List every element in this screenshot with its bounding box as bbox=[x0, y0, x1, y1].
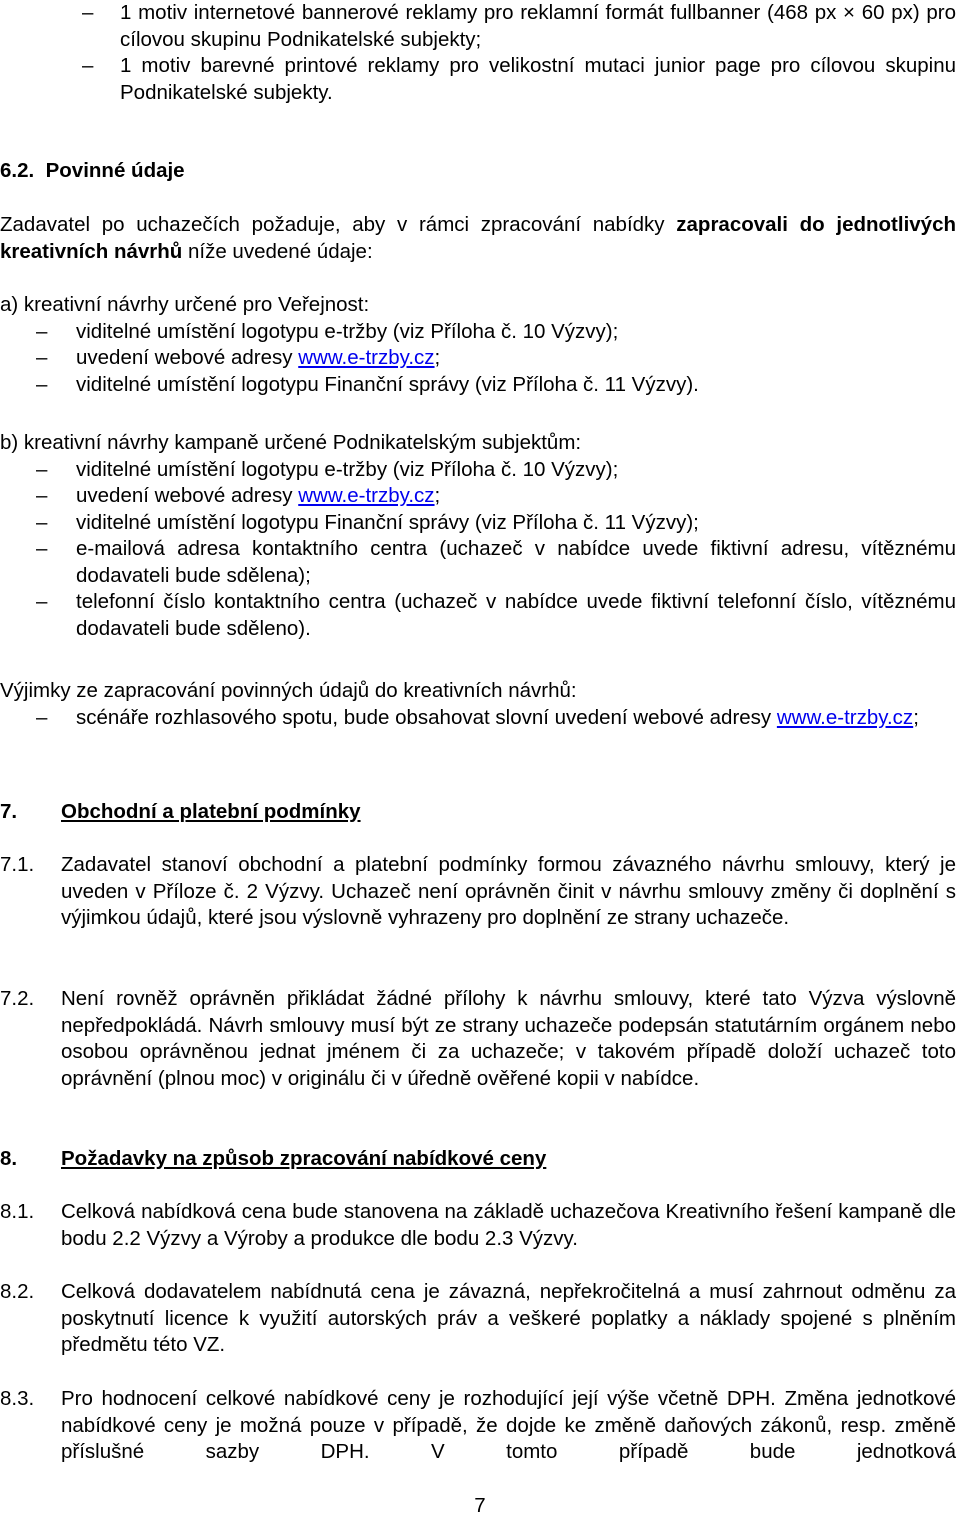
dash-icon: – bbox=[36, 346, 48, 369]
list-item: – viditelné umístění logotypu e-tržby (viz Příloha č. 10 Výzvy); bbox=[0, 319, 956, 346]
paragraph-7-2: 7.2. Není rovněž oprávněn přikládat žádné přílohy k návrhu smlouvy, které tato Výzva výslovně nepředpokládá. Návrh smlouvy musí být ze strany uchazeče podepsán statutárním orgánem nebo osobou oprávněnou jednat jménem či za uchazeče; v takovém případě doloží uchazeč toto oprávnění (plnou moc) v originálu či v úředně ověřené kopii v nabídce. bbox=[0, 987, 956, 1090]
list-b-heading: b) kreativní návrhy kampaně určené Podnikatelským subjektům: bbox=[0, 431, 582, 454]
list-item: – 1 motiv internetové bannerové reklamy pro reklamní formát fullbanner (468 px × 60 px) pro cílovou skupinu Podnikatelské subjekty; bbox=[82, 1, 956, 51]
web-link[interactable]: www.e-trzby.cz bbox=[298, 346, 435, 369]
dash-icon: – bbox=[36, 319, 48, 343]
list-item: – e-mailová adresa kontaktního centra (uchazeč v nabídce uvede fiktivní adresu, vítěznému dodavateli bude sdělena); bbox=[36, 537, 956, 587]
exceptions bbox=[0, 678, 956, 731]
list-item: – viditelné umístění logotypu e-tržby (viz Příloha č. 10 Výzvy); bbox=[0, 457, 956, 484]
section-8-heading: 8. Požadavky na způsob zpracování nabídkové ceny bbox=[0, 1147, 547, 1170]
section-6-2-intro: Zadavatel po uchazečích požaduje, aby v rámci zpracování nabídky zapracovali do jednotlivých kreativních návrhů níže uvedené údaje: bbox=[0, 213, 956, 263]
dash-icon: – bbox=[36, 537, 48, 560]
web-link[interactable]: www.e-trzby.cz bbox=[298, 484, 435, 507]
list-item: – uvedení webové adresy www.e-trzby.cz; bbox=[0, 483, 956, 510]
list-item: – viditelné umístění logotypu Finanční správy (viz Příloha č. 11 Výzvy); bbox=[0, 510, 956, 537]
page-number: 7 bbox=[474, 1494, 486, 1517]
list-b bbox=[0, 430, 956, 642]
dash-icon: – bbox=[36, 705, 48, 729]
exceptions-heading: Výjimky ze zapracování povinných údajů do kreativních návrhů: bbox=[0, 679, 577, 702]
web-link[interactable]: www.e-trzby.cz bbox=[776, 705, 914, 729]
paragraph-7-1: 7.1. Zadavatel stanoví obchodní a platební podmínky formou závazného návrhu smlouvy, který je uveden v Příloze č. 2 Výzvy. Uchazeč není oprávněn činit v návrhu smlouvy změny či doplnění s výjimkou údajů, které jsou výslovně vyhrazeny pro doplnění ze strany uchazeče. bbox=[0, 853, 956, 929]
dash-icon: – bbox=[36, 590, 48, 613]
list-item: – viditelné umístění logotypu Finanční správy (viz Příloha č. 11 Výzvy). bbox=[0, 372, 956, 399]
list-item: – telefonní číslo kontaktního centra (uchazeč v nabídce uvede fiktivní telefonní číslo, vítěznému dodavateli bude sděleno). bbox=[36, 590, 956, 640]
top-bullet-list bbox=[0, 0, 956, 106]
dash-icon: – bbox=[36, 457, 48, 481]
paragraph-8-3: 8.3. Pro hodnocení celkové nabídkové ceny je rozhodující její výše včetně DPH. Změna jednotkové nabídkové ceny je možná pouze v případě, že dojde ke změně daňových zákonů, resp. změně příslušné sazby DPH. V tomto případě bude jednotková bbox=[0, 1387, 956, 1463]
list-item: – 1 motiv barevné printové reklamy pro velikostní mutaci junior page pro cílovou skupinu Podnikatelské subjekty. bbox=[82, 54, 956, 104]
list-item: – uvedení webové adresy www.e-trzby.cz; bbox=[0, 345, 956, 372]
section-6-2-heading: 6.2. Povinné údaje bbox=[0, 159, 185, 182]
section-7-heading: 7. Obchodní a platební podmínky bbox=[0, 800, 361, 823]
list-a bbox=[0, 292, 956, 398]
dash-icon: – bbox=[36, 372, 48, 396]
paragraph-8-2: 8.2. Celková dodavatelem nabídnutá cena je závazná, nepřekročitelná a musí zahrnout odměnu za poskytnutí licence k využití autorských práv a veškeré poplatky a náklady spojené s plněním předmětu této VZ. bbox=[0, 1280, 956, 1356]
list-a-heading: a) kreativní návrhy určené pro Veřejnost: bbox=[0, 293, 370, 316]
paragraph-8-1: 8.1. Celková nabídková cena bude stanovena na základě uchazečova Kreativního řešení kampaně dle bodu 2.2 Výzvy a Výroby a produkce dle bodu 2.3 Výzvy. bbox=[0, 1200, 956, 1250]
dash-icon: – bbox=[82, 54, 94, 77]
dash-icon: – bbox=[36, 484, 48, 507]
dash-icon: – bbox=[82, 1, 94, 24]
list-item: – scénáře rozhlasového spotu, bude obsahovat slovní uvedení webové adresy www.e-trzby.cz; bbox=[0, 705, 956, 732]
dash-icon: – bbox=[36, 510, 48, 534]
